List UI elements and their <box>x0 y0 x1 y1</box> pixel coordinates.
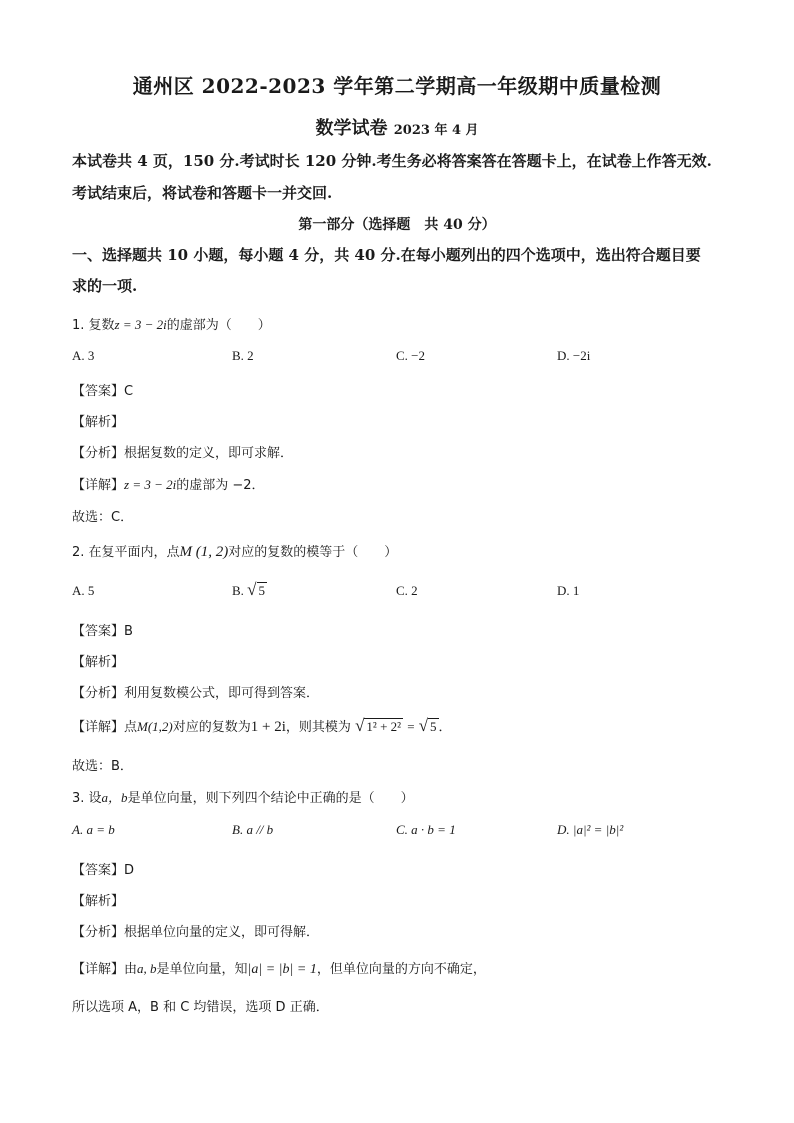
q2-option-a: A. 5 <box>72 583 95 598</box>
subject-label: 数学试卷 <box>315 118 388 139</box>
q2-option-d: D. 1 <box>557 583 580 598</box>
q2-stem-suffix: 对应的复数的模等于（ ） <box>228 545 398 560</box>
q3-answer: 【答案】D <box>72 863 135 878</box>
q3-option-b: B. a // b <box>232 822 274 837</box>
q2-detail-equals: = <box>407 719 415 734</box>
q2-option-b-label: B. <box>232 583 244 598</box>
part1-heading: 第一部分（选择题 共 40 分） <box>298 217 496 233</box>
q1-detail-label: 【详解】 <box>72 478 125 493</box>
q3-detail-vectors: a, b <box>137 961 157 976</box>
q3-stem-vectors: a，b <box>101 790 128 805</box>
q1-choice: 故选：C． <box>72 510 134 525</box>
q2-choice: 故选：B． <box>72 759 133 774</box>
q3-detail-formula: |a| = |b| = 1 <box>247 962 317 977</box>
q1-jiexi: 【解析】 <box>72 415 125 430</box>
q1-option-b: B. 2 <box>232 348 254 363</box>
q3-detail-label: 【详解】由 <box>72 962 138 977</box>
q3-conclusion: 所以选项 A，B 和 C 均错误，选项 D 正确． <box>72 1000 329 1015</box>
exam-title: 通州区 2022-2023 学年第二学期高一年级期中质量检测 <box>132 74 662 98</box>
q1-stem-prefix: 1. 复数 <box>72 318 115 333</box>
q3-stem-prefix: 3. 设 <box>72 791 102 806</box>
q2-analysis: 【分析】利用复数模公式，即可得到答案． <box>72 686 320 701</box>
q1-detail <box>72 474 265 493</box>
q2-jiexi: 【解析】 <box>72 655 125 670</box>
part1-instruction-1: 一、选择题共 10 小题，每小题 4 分，共 40 分.在每小题列出的四个选项中，选出符合题目要 <box>72 246 701 264</box>
q1-stem <box>72 314 271 333</box>
q1-analysis: 【分析】根据复数的定义，即可求解． <box>72 446 294 461</box>
q2-detail <box>72 716 452 736</box>
q2-detail-point: M(1,2) <box>137 719 173 734</box>
q1-option-d: D. −2i <box>557 348 591 363</box>
q2-answer: 【答案】B <box>72 624 133 639</box>
q3-stem <box>72 787 414 806</box>
q3-option-a: A. a = b <box>72 822 115 837</box>
q2-option-b <box>232 580 267 600</box>
intro-line-2: 考试结束后，将试卷和答题卡一并交回. <box>72 184 333 202</box>
q3-jiexi: 【解析】 <box>72 894 125 909</box>
intro-line-1: 本试卷共 4 页，150 分.考试时长 120 分钟.考生务必将答案答在答题卡上，在试卷上作答无效. <box>72 152 712 170</box>
q3-option-d: D. |a|² = |b|² <box>557 822 624 837</box>
exam-subtitle <box>0 114 794 140</box>
q1-stem-formula: z = 3 − 2i <box>114 317 167 332</box>
sqrt-symbol: √ 5 <box>418 716 437 735</box>
q3-option-c: C. a · b = 1 <box>396 822 456 837</box>
q2-detail-end: ． <box>438 720 452 735</box>
q1-option-a: A. 3 <box>72 348 95 363</box>
q1-answer: 【答案】C <box>72 384 134 399</box>
sqrt-symbol: √ 5 <box>247 580 266 599</box>
q2-stem-prefix: 2. 在复平面内，点 <box>72 545 180 560</box>
q3-detail-text: 是单位向量，知 <box>156 962 248 977</box>
q1-stem-suffix: 的虚部为（ ） <box>166 318 271 333</box>
q2-stem <box>72 541 397 561</box>
q1-detail-formula: z = 3 − 2i <box>124 477 177 492</box>
q1-option-c: C. −2 <box>396 348 426 363</box>
sqrt-symbol: √ 1² + 2² <box>355 716 402 735</box>
q1-detail-text: 的虚部为 −2． <box>176 478 265 493</box>
q2-detail-text: 对应的复数为 <box>172 720 251 735</box>
q2-detail-modulus-text: ，则其模为 <box>285 720 351 735</box>
q2-detail-label: 【详解】点 <box>72 720 138 735</box>
part1-instruction-2: 求的一项. <box>72 277 138 295</box>
q3-stem-suffix: 是单位向量，则下列四个结论中正确的是（ ） <box>127 791 414 806</box>
exam-date: 2023 年 4 月 <box>393 123 479 138</box>
q2-detail-complex: 1 + 2i <box>250 719 286 735</box>
q2-option-b-radicand: 5 <box>258 583 266 598</box>
q2-detail-radicand: 1² + 2² <box>366 719 402 734</box>
q2-stem-formula: M (1, 2) <box>179 544 229 560</box>
q3-detail <box>72 958 486 978</box>
q3-analysis: 【分析】根据单位向量的定义，即可得解． <box>72 925 320 940</box>
q3-detail-suffix: ，但单位向量的方向不确定， <box>316 962 486 977</box>
q2-option-c: C. 2 <box>396 583 418 598</box>
q2-detail-result: 5 <box>430 719 437 734</box>
